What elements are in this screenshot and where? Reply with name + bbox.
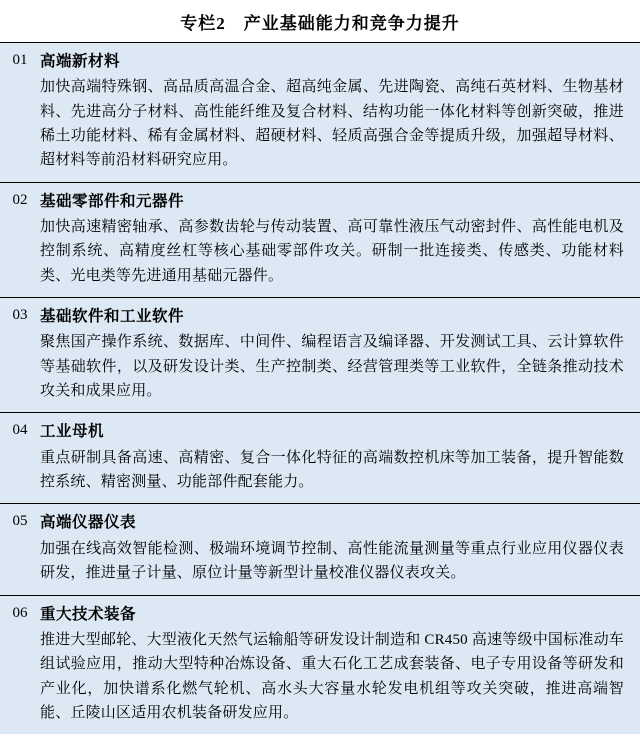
- table-row: [0, 298, 640, 412]
- item-body: [40, 596, 640, 735]
- table-row: [0, 596, 640, 735]
- item-text: 加强在线高效智能检测、极端环境调节控制、高性能流量测量等重点行业应用仪器仪表研发，推进量子计量、原位计量等新型计量校准仪器仪表攻关。: [40, 540, 624, 582]
- item-heading: 高端仪器仪表: [40, 514, 137, 532]
- item-heading: 高端新材料: [40, 53, 121, 70]
- item-text: 重点研制具备高速、高精密、复合一体化特征的高端数控机床等加工装备，提升智能数控系统、精密测量、功能部件配套能力。: [40, 449, 624, 491]
- box-heading: 产业基础能力和竞争力提升: [243, 14, 460, 33]
- items-table: [0, 43, 640, 734]
- item-number: 01: [12, 52, 28, 68]
- table-row: [0, 413, 640, 503]
- item-number: 06: [12, 604, 28, 621]
- item-body: [40, 298, 640, 412]
- table-row: [0, 43, 640, 182]
- item-text: 推进大型邮轮、大型液化天然气运输船等研发设计制造和 CR450 高速等级中国标准动车组试验应用，推动大型特种冶炼设备、重大石化工艺成套装备、电子专用设备等研发和产业化，加快谱系化燃气轮机、高水头大容量水轮发电机组等攻关突破，推进高端智能、丘陵山区适用农机装备研发应用。: [40, 631, 624, 721]
- item-heading: 基础零部件和元器件: [40, 192, 185, 210]
- box-label: 专栏2: [180, 14, 226, 33]
- item-body: [40, 413, 640, 503]
- item-body: [40, 183, 640, 297]
- item-body: [40, 504, 640, 594]
- item-heading: 工业母机: [40, 423, 105, 441]
- table-row: [0, 183, 640, 297]
- item-text: 加快高速精密轴承、高参数齿轮与传动装置、高可靠性液压气动密封件、高性能电机及控制系统、高精度丝杠等核心基础零部件攻关。研制一批连接类、传感类、功能材料类、光电类等先进通用基础元器件。: [40, 219, 624, 284]
- item-text: 聚焦国产操作系统、数据库、中间件、编程语言及编译器、开发测试工具、云计算软件等基础软件，以及研发设计类、生产控制类、经营管理类等工业软件，全链条推动技术攻关和成果应用。: [40, 334, 624, 400]
- item-number: 03: [12, 307, 28, 324]
- table-row: [0, 504, 640, 594]
- item-heading: 重大技术装备: [40, 605, 137, 623]
- item-number: 04: [12, 422, 28, 439]
- item-number: 02: [12, 191, 28, 208]
- item-text: 加快高端特殊钢、高品质高温合金、超高纯金属、先进陶瓷、高纯石英材料、生物基材料、先进高分子材料、高性能纤维及复合材料、结构功能一体化材料等创新突破，推进稀土功能材料、稀有金属材料、超硬材料、轻质高强合金等提质升级，加强超导材料、超材料等前沿材料研究应用。: [40, 79, 624, 169]
- item-number: 05: [12, 513, 28, 530]
- item-heading: 基础软件和工业软件: [40, 308, 185, 326]
- page-title: [0, 0, 640, 43]
- item-body: [40, 43, 640, 182]
